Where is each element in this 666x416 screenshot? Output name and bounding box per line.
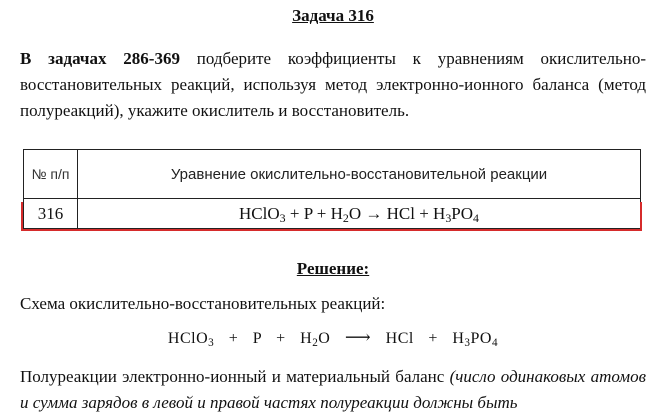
task-title: Задача 316 xyxy=(292,6,374,25)
highlight-left-edge xyxy=(21,202,23,231)
task-intro-text: подберите коэффициенты к уравнениям окислительно-восстановительных реакций, используя метод электронно-ионного баланса (метод полуреакций), укажите окислитель и восстановитель. xyxy=(20,49,646,120)
table-header-row xyxy=(24,150,641,199)
task-range: В задачах 286-369 xyxy=(20,49,180,68)
task-intro xyxy=(20,46,646,124)
solution-title: Решение: xyxy=(296,259,370,278)
table-row xyxy=(24,199,641,229)
half-reactions-paragraph: Полуреакции электронно-ионный и материальный баланс (число одинаковых атомов и сумма зарядов в левой и правой частях полуреакции должны быть xyxy=(20,367,646,412)
row-number: 316 xyxy=(24,199,78,229)
header-number: № п/п xyxy=(24,150,78,199)
highlight-right-edge xyxy=(640,202,642,231)
highlight-underline xyxy=(21,229,642,231)
reaction-scheme: HClO$_3$ + $P + H_2O$ ⟶ HCl + $H_3PO_4$ xyxy=(167,327,499,349)
reaction-table xyxy=(23,149,641,229)
reaction-equation: HClO$_3$ + $P + H_2O$ → HCl + $H_3PO_4$ xyxy=(78,199,641,229)
scheme-intro: Схема окислительно-восстановительных реакций: xyxy=(20,294,386,313)
header-title: Уравнение окислительно-восстановительной реакции xyxy=(78,150,641,199)
